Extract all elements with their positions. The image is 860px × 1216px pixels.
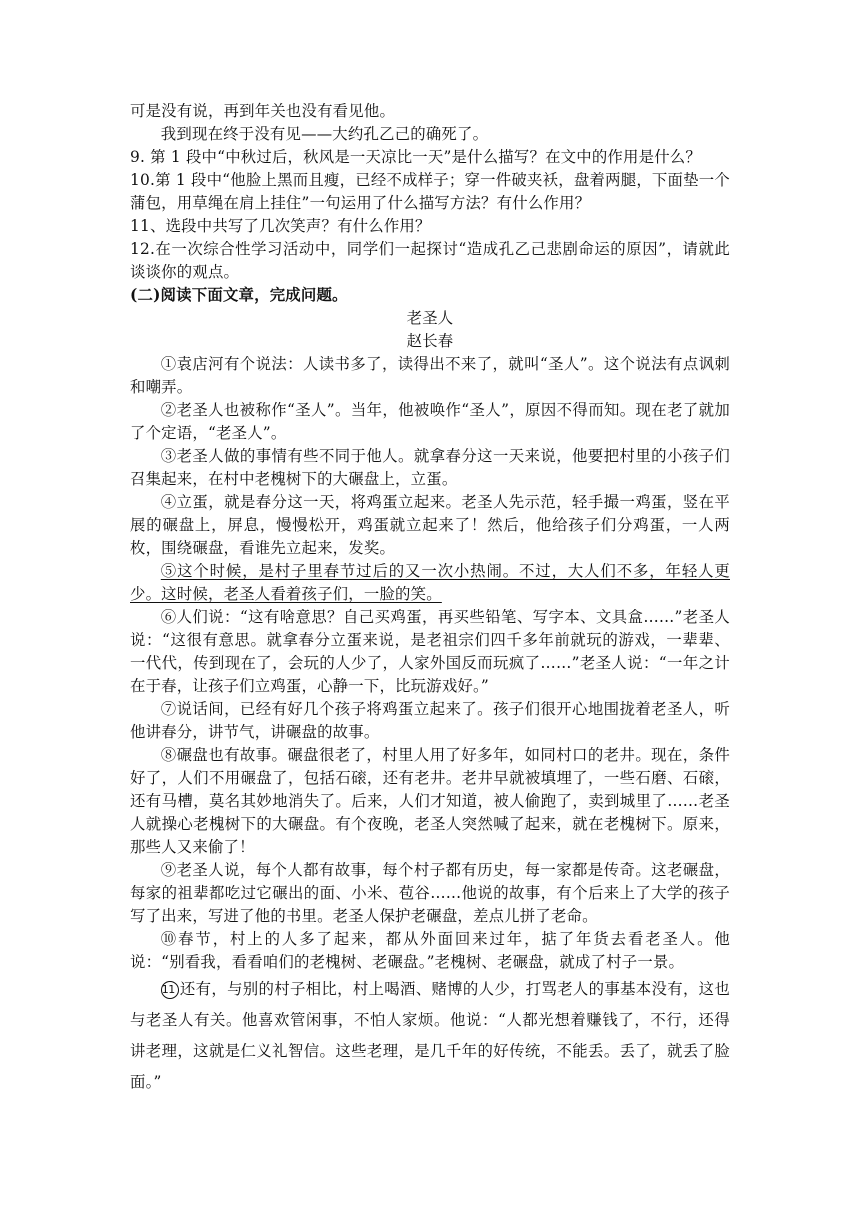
section-heading: (二)阅读下面文章，完成问题。 [130, 286, 348, 304]
question-10: 10.第 1 段中“他脸上黑而且瘦，已经不成样子；穿一件破夹袄，盘着两腿，下面垫一个蒲包，用草绳在肩上挂住”一句运用了什么描写方法？有什么作用？ [130, 171, 730, 212]
paragraph-3: ③老圣人做的事情有些不同于他人。就拿春分这一天来说，他要把村里的小孩子们召集起来，在村中老槐树下的大碾盘上，立蛋。 [130, 447, 730, 488]
paragraph-10: ⑩春节，村上的人多了起来，都从外面回来过年，掂了年货去看老圣人。他说：“别看我，看看咱们的老槐树、老碾盘。”老槐树、老碾盘，就成了村子一景。 [130, 930, 730, 971]
paragraph-11-number-marker: 11 [161, 981, 179, 999]
paragraph-11 [130, 974, 730, 1098]
article-title: 老圣人 [406, 309, 454, 327]
paragraph-5 [130, 560, 730, 606]
paragraph-9: ⑨老圣人说，每个人都有故事，每个村子都有历史，每一家都是传奇。这老碾盘，每家的祖辈都吃过它碾出的面、小米、苞谷……他说的故事，有个后来上了大学的孩子写了出来，写进了他的书里。老圣人保护老碾盘，差点儿拼了老命。 [130, 861, 730, 925]
question-9: 9. 第 1 段中“中秋过后，秋风是一天凉比一天”是什么描写？在文中的作用是什么？ [130, 148, 701, 166]
question-11: 11、选段中共写了几次笑声？有什么作用？ [130, 217, 431, 235]
intro-line-1: 可是没有说，再到年关也没有看见他。 [130, 102, 396, 120]
paragraph-1: ①袁店河有个说法：人读书多了，读得出不来了，就叫“圣人”。这个说法有点讽刺和嘲弄。 [130, 355, 730, 396]
article-author: 赵长春 [406, 332, 454, 350]
paragraph-8: ⑧碾盘也有故事。碾盘很老了，村里人用了好多年，如同村口的老井。现在，条件好了，人们不用碾盘了，包括石磙，还有老井。老井早就被填埋了，一些石磨、石磙，还有马槽，莫名其妙地消失了。后来，人们才知道，被人偷跑了，卖到城里了……老圣人就操心老槐树下的大碾盘。有个夜晚，老圣人突然喊了起来，就在老槐树下。原来，那些人又来偷了！ [130, 746, 730, 856]
paragraph-4: ④立蛋，就是春分这一天，将鸡蛋立起来。老圣人先示范，轻手撮一鸡蛋，竖在平展的碾盘上，屏息，慢慢松开，鸡蛋就立起来了！然后，他给孩子们分鸡蛋，一人两枚，围绕碾盘，看谁先立起来，发奖。 [130, 493, 730, 557]
paragraph-5-underlined-text: ⑤这个时候，是村子里春节过后的又一次小热闹。不过，大人们不多，年轻人更少。这时候，老圣人看着孩子们，一脸的笑。 [130, 562, 730, 603]
paragraph-2: ②老圣人也被称作“圣人”。当年，他被唤作“圣人”，原因不得而知。现在老了就加了个定语，“老圣人”。 [130, 401, 730, 442]
intro-line-2: 我到现在终于没有见——大约孔乙己的确死了。 [160, 125, 489, 143]
question-12: 12.在一次综合性学习活动中，同学们一起探讨“造成孔乙己悲剧命运的原因”，请就此谈谈你的观点。 [130, 240, 730, 281]
paragraph-11-text: 还有，与别的村子相比，村上喝酒、赌博的人少，打骂老人的事基本没有，这也与老圣人有关。他喜欢管闲事，不怕人家烦。他说：“人都光想着赚钱了，不行，还得讲老理，这就是仁义礼智信。这些老理，是几千年的好传统，不能丢。丢了，就丢了脸面。” [130, 980, 730, 1091]
paragraph-7: ⑦说话间，已经有好几个孩子将鸡蛋立起来了。孩子们很开心地围拢着老圣人，听他讲春分，讲节气，讲碾盘的故事。 [130, 700, 730, 741]
paragraph-6: ⑥人们说：“这有啥意思？自己买鸡蛋，再买些铅笔、写字本、文具盒……”老圣人说：“这很有意思。就拿春分立蛋来说，是老祖宗们四千多年前就玩的游戏，一辈辈、一代代，传到现在了，会玩的人少了，人家外国反而玩疯了……”老圣人说：“一年之计在于春，让孩子们立鸡蛋，心静一下，比玩游戏好。” [130, 608, 730, 695]
